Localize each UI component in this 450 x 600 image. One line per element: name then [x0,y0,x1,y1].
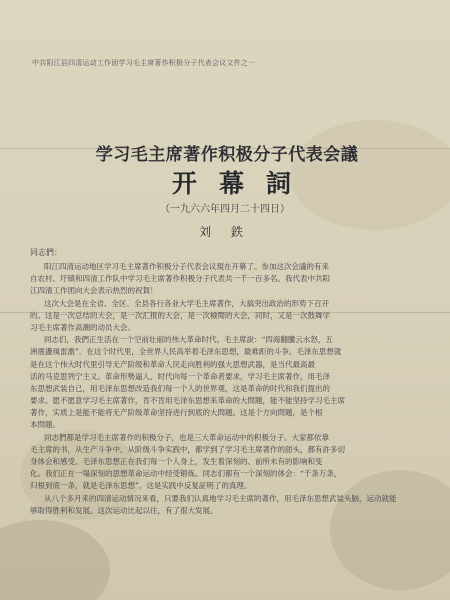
document-title: 学习毛主席著作积极分子代表会議 [95,145,359,165]
document-date: （一九六六年四月二十四日） [160,204,290,215]
text-line: 本問題。 [30,420,60,430]
text-line: 是在这个伟大时代里引导无产阶级和革命人民走向胜利的强大思想武器，是当代最高最 [30,359,315,369]
paragraph [30,432,436,493]
body-text [30,261,436,600]
text-line: 同志們都是学习毛主席著作的积极分子，也是三大革命运动中的积极分子。大家都依靠 [44,432,329,442]
text-line: 东思想武装自己，用毛泽东思想改造我们每一个人的世界观，这是革命的时代和我们提出的 [30,383,330,393]
salutation: 同志們： [30,248,62,257]
paragraph [30,261,436,298]
text-line: 阳江四清运动地区学习毛主席著作积极分子代表会议現在开幕了。参加这次会議的有来 [44,262,329,271]
text-line: 著作，实质上是能不能将无产阶级革命坚持进行到底的大問題。这是个方向問題，是个根 [30,408,323,418]
text-line: 身体会和感受。毛泽东思想正在我们每一个人身上，发生着深刻的、前所未有的影响和变 [30,457,323,466]
text-line: 洲震盪風雷激”。在这个时代里，全世界人民高举着毛泽东思想，最难距的斗争。毛泽东思想就 [30,347,342,357]
text-line: 要求。愿不愿意学习毛主席著作，肯不肯用毛泽东思想来革命的大問題，能不能坚持学习毛主席 [30,396,345,406]
document-author: 刘 鉄 [199,225,251,239]
text-line: 这次大会是在全省、全区、全县各行各业大学毛主席著作，大搞突出政治的形势下召开 [44,298,329,308]
text-line: 自农村、圩镇和四清工作队中学习毛主席著作积极分子代表共一千一百多名。我代表中共阳 [30,274,330,284]
text-line: 同志们，我們正生活在一个空前壮丽的伟大革命时代。毛主席說：“四海翻騰云水怒，五 [44,335,333,345]
paragraph [30,298,436,335]
text-line: 毛主席的书，从生产斗争中，从阶级斗争实践中，都学到了学习毛主席著作的甜头，都有許多切 [30,444,345,454]
text-line: 的。这是一次总结的大会，是一次汇报的大会，是一次檢閱的大会，同时，又是一次鼓舞学 [30,310,330,320]
paragraph [30,493,436,517]
paragraph [30,334,436,432]
text-line: 活的马克思列宁主义。革命形勢逼人，时代向每一个革命者要求，学习毛主席著作，用毛泽 [30,371,330,381]
text-line: 从八个多月来的四清运动情况来看，只要我们认真地学习毛主席的著作，用毛泽东思想武装头脑，运动就能 [44,493,397,503]
text-line: 归根到底一条，就是毛泽东思想”。这是实践中反复証明了的真理。 [30,481,252,491]
speech-title: 开幕詞 [172,169,314,198]
text-line: 化。我们正在一場深刻的思想革命运动中经受锻炼。同志们都有一个深刻的体会：“千条万条， [30,469,342,479]
text-line: 够取得胜利和发展。这次运动比起以往，有了很大发展。 [30,505,218,515]
document-header: 中共阳江县四清运动工作团学习毛主席著作积极分子代表会议文件之一 [32,59,256,67]
text-line: 江四清工作团向大会表示热烈的祝賀！ [30,286,158,296]
text-line: 习毛主席著作高潮的动员大会。 [30,322,135,332]
